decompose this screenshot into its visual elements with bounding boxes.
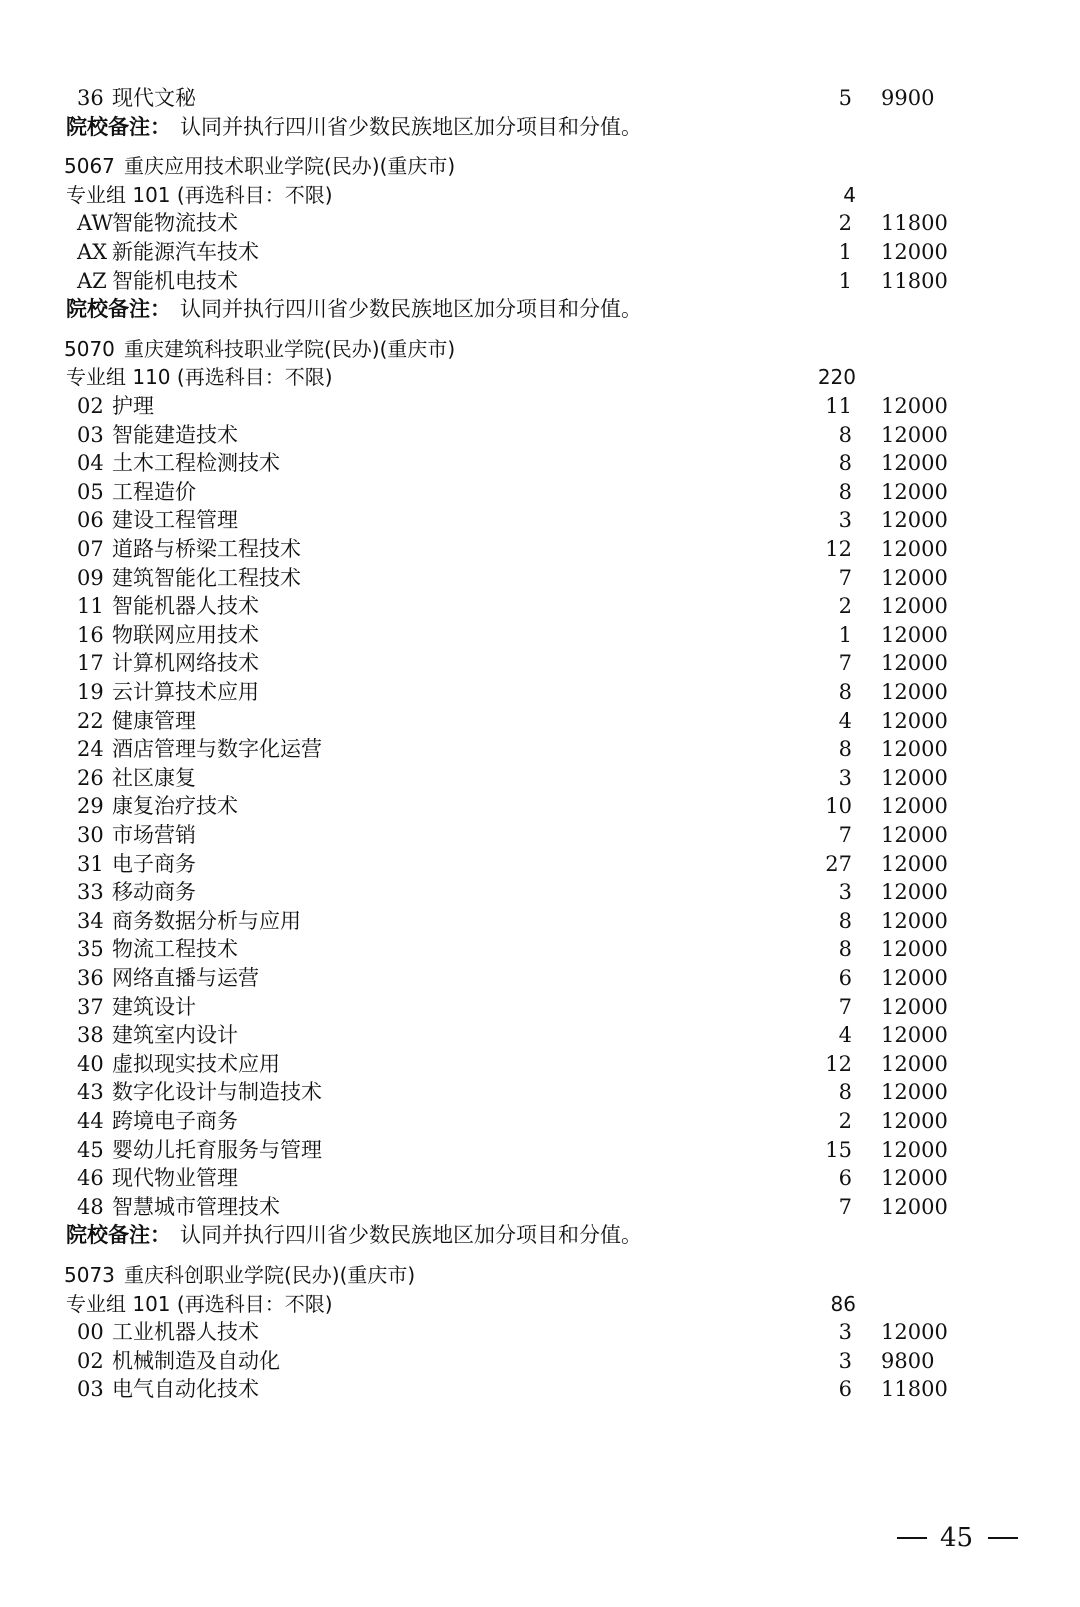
major-name: 数字化设计与制造技术 <box>112 1080 322 1105</box>
major-code: 07 <box>77 537 104 561</box>
major-row <box>0 1050 1080 1079</box>
major-name: 网络直播与运营 <box>112 966 259 990</box>
major-tuition: 11800 <box>881 268 948 293</box>
major-name: 智能机电技术 <box>112 268 238 293</box>
major-code: 34 <box>77 908 104 933</box>
major-tuition: 12000 <box>881 1080 948 1105</box>
major-code: 31 <box>77 851 104 876</box>
major-code: 11 <box>77 594 104 619</box>
major-code: 40 <box>77 1051 104 1076</box>
major-plan-count: 15 <box>825 1137 852 1162</box>
school-note <box>0 1221 1080 1250</box>
major-name: 市场营销 <box>112 823 196 847</box>
school-header <box>0 335 1080 364</box>
major-plan-count: 1 <box>838 240 852 264</box>
major-row <box>0 1107 1080 1136</box>
major-tuition: 12000 <box>881 1109 948 1133</box>
major-code: 04 <box>77 451 104 476</box>
major-row <box>0 1375 1080 1404</box>
major-code: 36 <box>77 86 104 110</box>
major-plan-count: 8 <box>838 479 852 504</box>
major-row <box>0 1347 1080 1376</box>
major-row <box>0 84 1080 113</box>
major-code: 46 <box>77 1166 104 1191</box>
major-tuition: 12000 <box>881 908 948 933</box>
major-row <box>0 238 1080 267</box>
major-tuition: 12000 <box>881 1320 948 1345</box>
major-plan-count: 4 <box>838 1023 852 1048</box>
major-row <box>0 792 1080 821</box>
major-code: AX <box>77 240 108 264</box>
major-code: AZ <box>77 268 107 293</box>
major-name: 建筑室内设计 <box>112 1023 238 1048</box>
school-note-label: 院校备注： <box>66 114 171 139</box>
major-plan-count: 8 <box>838 422 852 447</box>
major-plan-count: 7 <box>838 994 852 1019</box>
major-row <box>0 564 1080 593</box>
major-name: 智能建造技术 <box>112 422 238 447</box>
major-group-header <box>0 363 1080 392</box>
major-name: 机械制造及自动化 <box>112 1348 280 1373</box>
major-code: 16 <box>77 622 104 647</box>
major-row <box>0 678 1080 707</box>
major-name: 智慧城市管理技术 <box>112 1194 280 1219</box>
major-row <box>0 1318 1080 1347</box>
major-plan-count: 2 <box>838 1109 852 1133</box>
major-row <box>0 478 1080 507</box>
major-plan-count: 3 <box>838 508 852 533</box>
school-name: 重庆建筑科技职业学院(民办)(重庆市) <box>124 336 456 361</box>
major-tuition: 12000 <box>881 240 948 264</box>
major-plan-count: 3 <box>838 765 852 790</box>
major-tuition: 12000 <box>881 479 948 504</box>
major-plan-count: 2 <box>838 594 852 619</box>
major-tuition: 11800 <box>881 1377 948 1402</box>
major-code: 00 <box>77 1320 104 1345</box>
major-name: 酒店管理与数字化运营 <box>112 737 322 762</box>
page-number-dash-left <box>897 1537 927 1539</box>
major-row <box>0 707 1080 736</box>
major-tuition: 12000 <box>881 1051 948 1076</box>
major-row <box>0 964 1080 993</box>
school-code: 5067 <box>64 154 115 179</box>
school-note-text: 认同并执行四川省少数民族地区加分项目和分值。 <box>180 1223 642 1248</box>
major-name: 电气自动化技术 <box>112 1377 259 1402</box>
major-tuition: 12000 <box>881 823 948 847</box>
major-plan-count: 8 <box>838 1080 852 1105</box>
school-header <box>0 152 1080 181</box>
major-code: 45 <box>77 1137 104 1162</box>
major-name: 工程造价 <box>112 479 196 504</box>
major-tuition: 12000 <box>881 994 948 1019</box>
major-plan-count: 8 <box>838 908 852 933</box>
major-plan-count: 27 <box>825 851 852 876</box>
school-header <box>0 1261 1080 1290</box>
major-name: 婴幼儿托育服务与管理 <box>112 1137 322 1162</box>
major-name: 工业机器人技术 <box>112 1320 259 1345</box>
major-code: 48 <box>77 1194 104 1219</box>
major-group-name: 专业组 101 (再选科目：不限) <box>66 182 333 207</box>
major-row <box>0 535 1080 564</box>
major-row <box>0 907 1080 936</box>
major-name: 护理 <box>112 394 154 418</box>
major-row <box>0 993 1080 1022</box>
major-row <box>0 1021 1080 1050</box>
major-row <box>0 621 1080 650</box>
major-name: 虚拟现实技术应用 <box>112 1051 280 1076</box>
page-number <box>0 1518 1080 1558</box>
major-plan-count: 5 <box>838 86 852 110</box>
major-plan-count: 3 <box>838 1348 852 1373</box>
major-code: 06 <box>77 508 104 533</box>
major-tuition: 12000 <box>881 794 948 819</box>
major-row <box>0 592 1080 621</box>
major-name: 商务数据分析与应用 <box>112 908 301 933</box>
major-row <box>0 649 1080 678</box>
major-tuition: 12000 <box>881 394 948 418</box>
school-note <box>0 113 1080 142</box>
major-plan-count: 7 <box>838 651 852 676</box>
major-tuition: 12000 <box>881 966 948 990</box>
major-code: 30 <box>77 823 104 847</box>
major-plan-count: 10 <box>825 794 852 819</box>
major-group-plan-count: 86 <box>830 1291 856 1316</box>
school-note-label: 院校备注： <box>66 1223 171 1248</box>
major-row <box>0 392 1080 421</box>
major-name: 社区康复 <box>112 765 196 790</box>
major-tuition: 12000 <box>881 508 948 533</box>
major-tuition: 12000 <box>881 422 948 447</box>
major-tuition: 12000 <box>881 937 948 962</box>
major-code: 33 <box>77 880 104 905</box>
major-code: 09 <box>77 565 104 590</box>
major-plan-count: 2 <box>838 211 852 236</box>
major-tuition: 12000 <box>881 622 948 647</box>
major-name: 物联网应用技术 <box>112 622 259 647</box>
major-name: 建筑设计 <box>112 994 196 1019</box>
major-name: 道路与桥梁工程技术 <box>112 537 301 561</box>
major-plan-count: 12 <box>825 1051 852 1076</box>
major-code: 38 <box>77 1023 104 1048</box>
major-code: 29 <box>77 794 104 819</box>
major-plan-count: 3 <box>838 880 852 905</box>
major-code: 36 <box>77 966 104 990</box>
major-plan-count: 3 <box>838 1320 852 1345</box>
major-plan-count: 7 <box>838 1194 852 1219</box>
major-code: 02 <box>77 394 104 418</box>
major-plan-count: 6 <box>838 966 852 990</box>
major-plan-count: 8 <box>838 937 852 962</box>
major-code: 02 <box>77 1348 104 1373</box>
major-plan-count: 8 <box>838 737 852 762</box>
school-name: 重庆科创职业学院(民办)(重庆市) <box>124 1263 416 1287</box>
major-name: 土木工程检测技术 <box>112 451 280 476</box>
major-plan-count: 6 <box>838 1166 852 1191</box>
major-tuition: 12000 <box>881 880 948 905</box>
major-tuition: 12000 <box>881 737 948 762</box>
major-tuition: 9800 <box>881 1348 935 1373</box>
major-row <box>0 421 1080 450</box>
major-row <box>0 1193 1080 1222</box>
major-tuition: 12000 <box>881 708 948 733</box>
school-note-text: 认同并执行四川省少数民族地区加分项目和分值。 <box>180 297 642 322</box>
major-tuition: 12000 <box>881 565 948 590</box>
major-tuition: 12000 <box>881 765 948 790</box>
major-tuition: 12000 <box>881 451 948 476</box>
major-tuition: 12000 <box>881 1023 948 1048</box>
major-code: 37 <box>77 994 104 1019</box>
major-name: 云计算技术应用 <box>112 680 259 704</box>
major-row <box>0 209 1080 238</box>
major-tuition: 12000 <box>881 851 948 876</box>
major-code: 24 <box>77 737 104 762</box>
major-code: 05 <box>77 479 104 504</box>
major-name: 物流工程技术 <box>112 937 238 962</box>
major-code: 03 <box>77 1377 104 1402</box>
major-plan-count: 1 <box>838 622 852 647</box>
page-number-value: 45 <box>940 1523 974 1553</box>
major-group-name: 专业组 110 (再选科目：不限) <box>66 365 333 390</box>
major-name: 计算机网络技术 <box>112 651 259 676</box>
major-tuition: 12000 <box>881 1166 948 1191</box>
major-group-plan-count: 220 <box>817 365 856 390</box>
major-name: 建设工程管理 <box>112 508 238 533</box>
major-tuition: 12000 <box>881 537 948 561</box>
major-row <box>0 1078 1080 1107</box>
school-note-text: 认同并执行四川省少数民族地区加分项目和分值。 <box>180 114 642 139</box>
major-code: 43 <box>77 1080 104 1105</box>
school-note-label: 院校备注： <box>66 297 171 322</box>
major-name: 智能机器人技术 <box>112 594 259 619</box>
major-group-header <box>0 1290 1080 1319</box>
major-row <box>0 1136 1080 1165</box>
major-row <box>0 935 1080 964</box>
major-name: 现代文秘 <box>112 86 196 110</box>
major-row <box>0 821 1080 850</box>
school-code: 5070 <box>64 336 115 361</box>
major-code: 19 <box>77 680 104 704</box>
major-row <box>0 735 1080 764</box>
major-group-header <box>0 181 1080 210</box>
major-code: 17 <box>77 651 104 676</box>
major-name: 健康管理 <box>112 708 196 733</box>
major-plan-count: 7 <box>838 565 852 590</box>
major-tuition: 12000 <box>881 651 948 676</box>
major-code: 26 <box>77 765 104 790</box>
major-code: 22 <box>77 708 104 733</box>
major-plan-count: 8 <box>838 680 852 704</box>
major-tuition: 11800 <box>881 211 948 236</box>
major-plan-count: 6 <box>838 1377 852 1402</box>
major-plan-count: 12 <box>825 537 852 561</box>
major-tuition: 12000 <box>881 1137 948 1162</box>
major-code: 44 <box>77 1109 104 1133</box>
major-plan-count: 4 <box>838 708 852 733</box>
major-tuition: 12000 <box>881 594 948 619</box>
page-number-dash-right <box>988 1537 1018 1539</box>
major-plan-count: 11 <box>825 394 852 418</box>
major-name: 跨境电子商务 <box>112 1109 238 1133</box>
major-name: 电子商务 <box>112 851 196 876</box>
major-name: 新能源汽车技术 <box>112 240 259 264</box>
school-name: 重庆应用技术职业学院(民办)(重庆市) <box>124 154 456 179</box>
major-code: AW <box>77 211 113 236</box>
major-name: 建筑智能化工程技术 <box>112 565 301 590</box>
major-plan-count: 8 <box>838 451 852 476</box>
major-name: 康复治疗技术 <box>112 794 238 819</box>
major-code: 35 <box>77 937 104 962</box>
major-plan-count: 7 <box>838 823 852 847</box>
major-row <box>0 764 1080 793</box>
major-row <box>0 267 1080 296</box>
major-name: 智能物流技术 <box>112 211 238 236</box>
major-tuition: 9900 <box>881 86 935 110</box>
major-row <box>0 506 1080 535</box>
major-code: 03 <box>77 422 104 447</box>
major-row <box>0 1164 1080 1193</box>
major-row <box>0 878 1080 907</box>
major-tuition: 12000 <box>881 680 948 704</box>
major-row <box>0 850 1080 879</box>
major-group-name: 专业组 101 (再选科目：不限) <box>66 1291 333 1316</box>
school-code: 5073 <box>64 1263 115 1287</box>
major-group-plan-count: 4 <box>843 182 856 207</box>
major-name: 移动商务 <box>112 880 196 905</box>
major-plan-count: 1 <box>838 268 852 293</box>
major-tuition: 12000 <box>881 1194 948 1219</box>
major-row <box>0 449 1080 478</box>
school-note <box>0 295 1080 324</box>
major-name: 现代物业管理 <box>112 1166 238 1191</box>
